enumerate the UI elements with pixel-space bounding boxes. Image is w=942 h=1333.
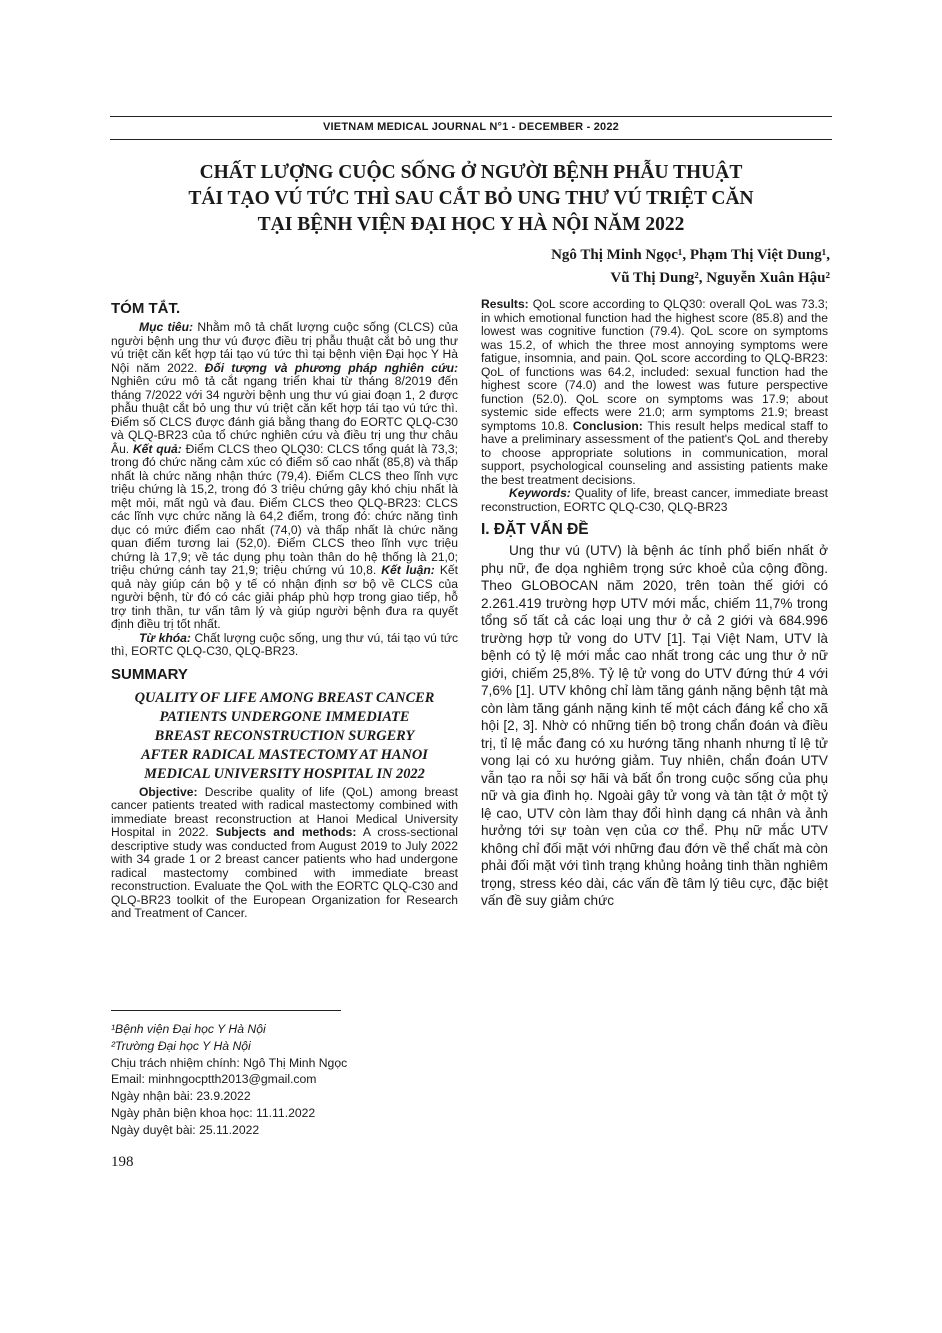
journal-header: VIETNAM MEDICAL JOURNAL N°1 - DECEMBER - 2022 bbox=[110, 116, 832, 140]
summary-title-line: BREAST RECONSTRUCTION SURGERY bbox=[154, 727, 415, 744]
summary-abstract-start bbox=[111, 786, 458, 921]
title-line: TẠI BỆNH VIỆN ĐẠI HỌC Y HÀ NỘI NĂM 2022 bbox=[257, 214, 685, 235]
summary-objective-text: Describe quality of life (QoL) among breast cancer patients treated with radical mastectomy combined with immediate breast reconstruction at Hanoi Medical University Hospital in 2022. bbox=[111, 784, 458, 839]
affiliation-2: ²Trường Đại học Y Hà Nội bbox=[111, 1038, 251, 1053]
objective-text: Nhằm mô tả chất lượng cuộc sống (CLCS) của người bệnh ung thư vú được điều trị phẫu thuật cắt bỏ ung thư vú triệt căn kết hợp tái tạo vú tức thì tại bệnh viện Đại học Y Hà Nội năm 2022. bbox=[111, 320, 459, 375]
tom-tat-abstract bbox=[111, 321, 458, 632]
author-line: Ngô Thị Minh Ngọc¹, Phạm Thị Việt Dung¹, bbox=[551, 247, 830, 263]
keywords-text: Chất lượng cuộc sống, ung thư vú, tái tạo vú tức thì, EORTC QLQ-C30, QLQ-BR23. bbox=[111, 630, 458, 658]
summary-methods-label: Subjects and methods: bbox=[215, 825, 357, 839]
summary-title bbox=[111, 689, 458, 784]
right-column bbox=[481, 298, 828, 910]
article-title bbox=[110, 160, 832, 238]
date-accepted: Ngày duyệt bài: 25.11.2022 bbox=[111, 1122, 260, 1137]
summary-abstract-cont bbox=[481, 298, 828, 487]
title-line: TÁI TẠO VÚ TỨC THÌ SAU CẮT BỎ UNG THƯ VÚ TRIỆT CĂN bbox=[188, 188, 754, 209]
introduction-heading: I. ĐẶT VẤN ĐỀ bbox=[481, 521, 589, 538]
date-received: Ngày nhận bài: 23.9.2022 bbox=[111, 1089, 251, 1104]
summary-title-line: QUALITY OF LIFE AMONG BREAST CANCER bbox=[134, 689, 435, 706]
results-text: Điểm CLCS theo QLQ30: CLCS tổng quát là 73,3; trong đó chức năng cảm xúc có điểm số cao nhất (85,8) và thấp nhất là chức năng nhận thức (79,4). Điểm CLCS theo lĩnh vực triệu chứng là 15,2, trong đó 3 triệu chứng gây khó chịu nhất là mệt mỏi, mất ngủ và đau. Điểm CLCS theo QLQ-BR23: CLCS các lĩnh vực chức năng là 64,2 điểm, trong đó: chức năng tình dục có mức điểm cao nhất (74,0) và thấp nhất là chức năng quan điểm tương lai (52,0). Điểm CLCS theo lĩnh vực triệu chứng là 17,9; về tác dụng phụ toàn thân do hệ thống là 21,0; triệu chứng cánh tay 21,9; triệu chứng vú 10,8. bbox=[111, 441, 459, 577]
summary-results-label: Results: bbox=[481, 297, 529, 311]
affiliation-1: ¹Bệnh viện Đại học Y Hà Nội bbox=[111, 1022, 266, 1036]
keywords-label: Từ khóa: bbox=[139, 630, 191, 645]
page-number: 198 bbox=[111, 1154, 134, 1170]
summary-keywords-text: Quality of life, breast cancer, immediate breast reconstruction, EORTC QLQ-C30, QLQ-BR23 bbox=[481, 486, 828, 514]
tom-tat-heading: TÓM TẮT. bbox=[111, 300, 181, 317]
summary-results-text: QoL score according to QLQ30: overall QoL was 73.3; in which emotional function had the highest score (85.8) and the lowest was cognitive function (79.4). QoL score on symptoms was 15.2, of which the three most annoying symptoms were fatigue, insomnia, and pain. QoL score according to QLQ-BR23: QoL of functions was 64.2, included: sexual function had the highest score (74.0) and the lowest was future perspective function (52.0). QoL score on symptoms was 17.9; about systemic side effects were 21.0; arm symptoms 21.9; breast symptoms 10.8. bbox=[481, 297, 828, 433]
summary-keywords bbox=[481, 487, 828, 514]
title-line: CHẤT LƯỢNG CUỘC SỐNG Ở NGƯỜI BỆNH PHẪU THUẬT bbox=[199, 162, 743, 183]
summary-objective-label: Objective: bbox=[139, 784, 198, 799]
corresponding-author: Chịu trách nhiệm chính: Ngô Thị Minh Ngọc bbox=[111, 1055, 348, 1070]
introduction-text: Ung thư vú (UTV) là bệnh ác tính phổ biến nhất ở phụ nữ, đe dọa nghiêm trọng sức khoẻ của cộng đồng. Theo GLOBOCAN năm 2020, trên toàn thế giới có 2.261.419 trường hợp UTV mới mắc, chiếm 11,7% trong tổng số tất cả các loại ung thư ở cả 2 giới và 684.996 trường hợp tử vong do UTV [1]. Tại Việt Nam, UTV là bệnh có tỷ lệ mới mắc cao nhất trong các ung thư ở nữ giới, chiếm 25,8%. Tỷ lệ tử vong do UTV đứng thứ 4 với 7,6% [1]. UTV không chỉ làm tăng gánh nặng bệnh tật mà còn làm tăng gánh nặng kinh tế một cách đáng kể cho xã hội [2, 3]. Nhờ có những tiến bộ trong chẩn đoán và điều trị, tỉ lệ mắc đang có xu hướng tăng nhanh nhưng tỉ lệ tử vong lại có xu hướng giảm. Tuy nhiên, chẩn đoán UTV vẫn tạo ra nỗi sợ hãi và bất ổn trong cuộc sống của phụ nữ và gia đình họ. Ngoài gây tử vong và tàn tật ở một tỷ lệ cao, UTV còn làm thay đổi hình dạng cá nhân và ảnh hưởng tới sự toàn vẹn của cơ thể. Phụ nữ mắc UTV không chỉ đối mặt với những đau đớn về thể chất mà còn phải đối mặt với tình trạng khủng hoảng tinh thần nghiêm trọng, stress kéo dài, các vấn đề tâm lý tiêu cực, đặc biệt vấn đề suy giảm chức bbox=[481, 543, 828, 908]
methods-text: Nghiên cứu mô tả cắt ngang triển khai từ tháng 8/2019 đến tháng 7/2022 với 34 người bệnh ung thư vú giai đoạn 1, 2 được phẫu thuật cắt bỏ ung thư vú triệt căn kết hợp tái tạo vú tức thì. Điểm số CLCS được đánh giá bằng thang đo EORTC QLQ-C30 và QLQ-BR23 của tổ chức nghiên cứu và điều trị ung thư châu Âu. bbox=[111, 374, 458, 456]
summary-heading: SUMMARY bbox=[111, 665, 188, 683]
author-list bbox=[551, 244, 830, 290]
summary-title-line: MEDICAL UNIVERSITY HOSPITAL IN 2022 bbox=[144, 765, 425, 782]
conclusion-label: Kết luận: bbox=[381, 563, 435, 577]
results-label: Kết quả: bbox=[132, 441, 182, 456]
summary-conclusion-label: Conclusion: bbox=[572, 418, 643, 433]
footnotes bbox=[111, 1010, 458, 1139]
email: Email: minhngocptth2013@gmail.com bbox=[111, 1072, 317, 1087]
methods-label: Đối tượng và phương pháp nghiên cứu: bbox=[204, 360, 458, 375]
summary-keywords-label: Keywords: bbox=[509, 486, 571, 500]
date-reviewed: Ngày phản biện khoa học: 11.11.2022 bbox=[111, 1105, 316, 1120]
left-column bbox=[111, 297, 458, 921]
author-line: Vũ Thị Dung², Nguyễn Xuân Hậu² bbox=[610, 270, 830, 286]
summary-conclusion-text: This result helps medical staff to have a preliminary assessment of the patient's QoL and thereby to choose appropriate solutions in communication, moral support, psychological counseling and assisting patients make the best treatment decisions. bbox=[481, 418, 828, 487]
objective-label: Mục tiêu: bbox=[139, 320, 194, 334]
footnote-divider bbox=[111, 1010, 341, 1011]
tom-tat-keywords bbox=[111, 632, 458, 659]
summary-methods-text: A cross-sectional descriptive study was conducted from August 2019 to July 2022 with 34 grade 1 or 2 breast cancer patients who had undergone radical mastectomy combined with immediate breast reconstruction. Evaluate the QoL with the EORTC QLQ-C30 and QLQ-BR23 toolkit of the European Organization for Research and Treatment of Cancer. bbox=[111, 825, 458, 920]
summary-title-line: AFTER RADICAL MASTECTOMY AT HANOI bbox=[141, 746, 428, 763]
conclusion-text: Kết quả này giúp cán bộ y tế có nhận định sơ bộ về CLCS của người bệnh, từ đó có các giải pháp phù hợp trong giao tiếp, hỗ trợ tinh thần, tư vấn tâm lý và giúp người bệnh đưa ra quyết định điều trị tốt nhất. bbox=[111, 563, 458, 631]
summary-title-line: PATIENTS UNDERGONE IMMEDIATE bbox=[159, 708, 410, 725]
